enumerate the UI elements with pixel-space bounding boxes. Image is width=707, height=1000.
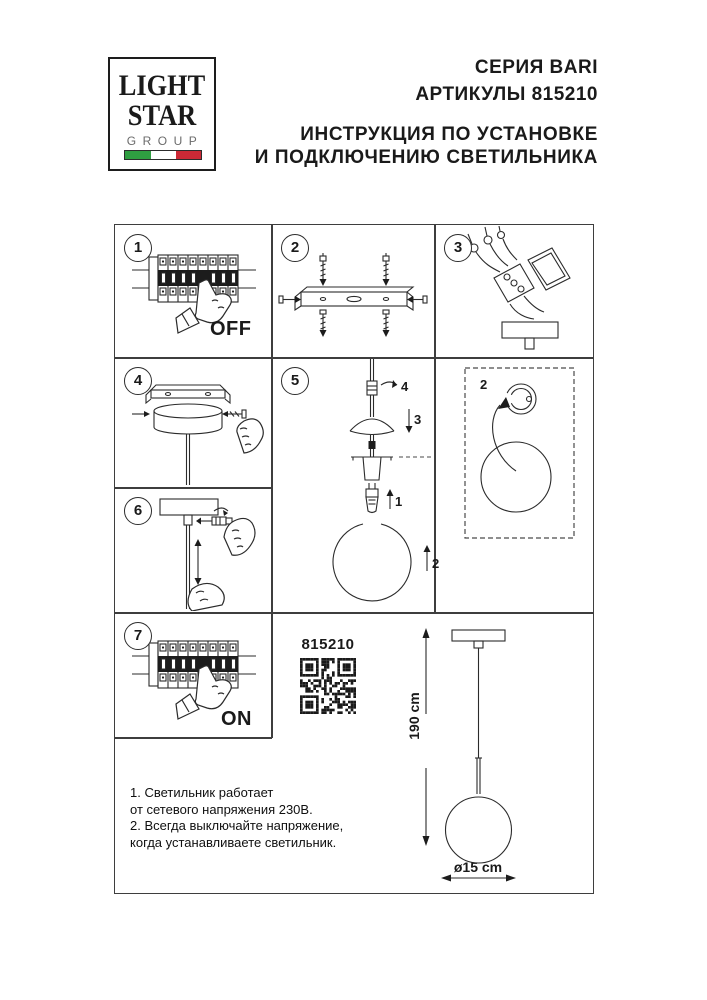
height-dimension-label: 190 cm [406, 692, 422, 740]
series-title: СЕРИЯ BARI [474, 57, 598, 78]
note-line-2: от сетевого напряжения 230В. [130, 801, 313, 817]
flag-white-segment [151, 151, 176, 159]
note-line-1: 1. Светильник работает [130, 785, 274, 800]
flag-red-segment [176, 151, 201, 159]
diameter-dimension-label: ø15 cm [453, 859, 503, 875]
note-line-3: 2. Всегда выключайте напряжение, [130, 818, 344, 833]
step-6-number-badge: 6 [124, 497, 152, 525]
callout-3: 3 [414, 412, 422, 427]
flag-green-segment [125, 151, 151, 159]
article-number-title: АРТИКУЛЫ 815210 [415, 84, 598, 105]
italian-flag-stripe [124, 150, 202, 160]
step-1-number-badge: 1 [124, 234, 152, 262]
step-2-cell [273, 226, 433, 356]
logo-text-group: GROUP [126, 134, 204, 148]
logo-text-star: STAR [127, 99, 197, 132]
callout-4: 4 [401, 379, 409, 394]
grid-hline-cell7 [114, 737, 272, 739]
step-7-cell [116, 614, 271, 736]
globe-attachment-detail-drawing [436, 359, 593, 611]
detail-callout-2: 2 [480, 377, 488, 392]
note-line-4: когда устанавливаете светильник. [130, 834, 337, 850]
hand-with-screw-icon [237, 419, 263, 453]
step-5-number-badge: 5 [281, 367, 309, 395]
globe-attachment-detail-cell [436, 359, 593, 611]
step-7-number-badge: 7 [124, 622, 152, 650]
qr-code [300, 658, 356, 714]
lamp-dimension-drawing [400, 618, 600, 895]
step-2-number-badge: 2 [281, 234, 309, 262]
off-label: OFF [210, 318, 252, 340]
step-5-cell [273, 359, 440, 611]
step-6-cell [116, 489, 271, 611]
instruction-title-line2: И ПОДКЛЮЧЕНИЮ СВЕТИЛЬНИКА [254, 147, 598, 168]
qr-article-label: 815210 [301, 636, 355, 653]
logo-text-light: LIGHT [118, 69, 206, 102]
step-3-cell [436, 226, 593, 356]
step-3-number-badge: 3 [444, 234, 472, 262]
instruction-title-line1: ИНСТРУКЦИЯ ПО УСТАНОВКЕ [300, 124, 598, 145]
step-1-cell [116, 226, 271, 356]
notes-block [130, 785, 380, 851]
callout-1: 1 [395, 494, 403, 509]
lower-hand-icon [188, 583, 224, 611]
step-4-number-badge: 4 [124, 367, 152, 395]
pendant-assembly-exploded-drawing [273, 359, 433, 611]
lightstar-logo [108, 57, 216, 171]
step-4-cell [116, 359, 271, 486]
callout-2: 2 [432, 556, 440, 571]
on-label: ON [221, 708, 252, 730]
